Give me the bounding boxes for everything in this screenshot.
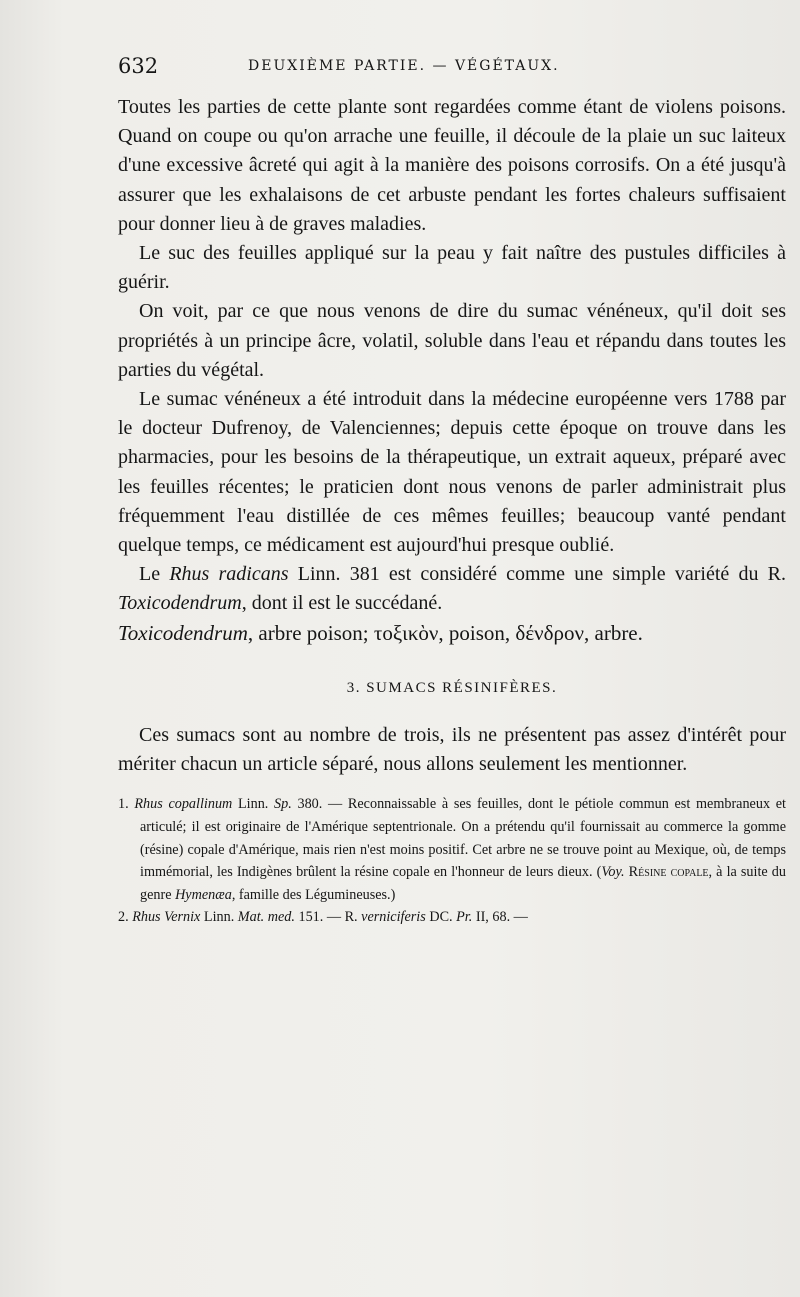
p6-text-f: , arbre. [584,620,643,645]
note-1-text-b: 380. — Reconnaissable à ses feuilles, dont le pétiole commun est membraneux et articulé; il est originaire de l'Amérique septentrionale. On a prétendu qu'il fournissait au commerce la gomme (résine) copale d'Amérique, mais rien n'est moins positif. Cet arbre ne se trouve point au Mexique, où, de temps immémorial, les Indigènes brûlent la résine copale en l'honneur de leurs dieux. ( [140,796,786,881]
paragraph-6-etymology [118,619,786,648]
etymology-term: Toxicodendrum [118,620,248,645]
note-1 [118,793,786,906]
running-title: DEUXIÈME PARTIE. — VÉGÉTAUX. [248,58,560,74]
body-text [118,93,786,929]
note-1-reference: Sp. [274,796,292,813]
p5-text-e: , dont il est le succédané. [241,592,443,615]
note-2-text-b: 151. — R. [294,909,362,926]
note-1-cross-reference: Résine copale [624,864,709,881]
note-2-text-a: Linn. [200,909,238,926]
note-2-synonym: verniciferis [361,909,426,926]
note-1-species: Rhus copallinum [134,796,233,813]
note-1-voy: Voy. [601,864,625,881]
note-2-species: Rhus Vernix [132,909,201,926]
species-rhus-radicans: Rhus radicans [169,563,289,586]
p5-text-a: Le [139,563,170,586]
section-intro: Ces sumacs sont au nombre de trois, ils ne présentent pas assez d'intérêt pour mériter chacun un article séparé, nous allons seulement les mentionner. [118,724,786,776]
note-1-genus: Hymenæa [175,886,232,903]
p6-text-d: , poison, [438,620,516,645]
page-number: 632 [118,54,159,78]
note-2-reference: Mat. med. [237,909,295,926]
note-2-text-d: II, 68. — [472,909,528,926]
section-heading: 3. SUMACS RÉSINIFÈRES. [346,679,558,696]
note-2 [118,906,786,929]
note-2-text-c: DC. [425,909,457,926]
paragraph-4: Le sumac vénéneux a été introduit dans la médecine européenne vers 1788 par le docteur Dufrenoy, de Valenciennes; depuis cette époque on trouve dans les pharmacies, pour les besoins de la thérapeutique, un extrait aqueux, préparé avec les feuilles récentes; le praticien dont nous venons de parler administrait plus fréquemment l'eau distillée de ces mêmes feuilles; beaucoup vanté pendant quelque temps, ce médicament est aujourd'hui presque oublié. [118,388,786,557]
page-header [118,54,788,84]
paragraph-1: Toutes les parties de cette plante sont regardées comme étant de violens poisons. Quand on coupe ou qu'on arrache une feuille, il découle de la plaie un suc laiteux d'une excessive âcreté qui agit à la manière des poisons corrosifs. On a été jusqu'à assurer que les exhalaisons de cet arbuste pendant les fortes chaleurs suffisaient pour donner lieu à de graves maladies. [118,96,786,235]
note-1-text-d: , famille des Légumineuses.) [231,886,396,903]
p5-text-c: Linn. 381 est considéré comme une simple variété du R. [288,563,787,586]
note-1-text-a: Linn. [232,796,275,813]
greek-dendron: δένδρον [515,620,584,645]
paragraph-2: Le suc des feuilles appliqué sur la peau y fait naître des pustules difficiles à guérir. [118,242,786,294]
note-1-number: 1. [118,796,135,813]
p6-text-b: , arbre poison; [247,620,374,645]
species-toxicodendrum: Toxicodendrum [118,592,242,615]
greek-toxikon: τοξικὸν [373,620,439,645]
note-2-prodromus: Pr. [456,909,473,926]
footnotes [118,793,786,929]
paragraph-5 [118,560,786,618]
note-2-number: 2. [118,909,133,926]
paragraph-3: On voit, par ce que nous venons de dire du sumac vénéneux, qu'il doit ses propriétés à un principe âcre, volatil, soluble dans l'eau et répandu dans toutes les parties du végétal. [118,300,786,381]
note-1-text-c: , à la suite du genre [140,864,786,903]
